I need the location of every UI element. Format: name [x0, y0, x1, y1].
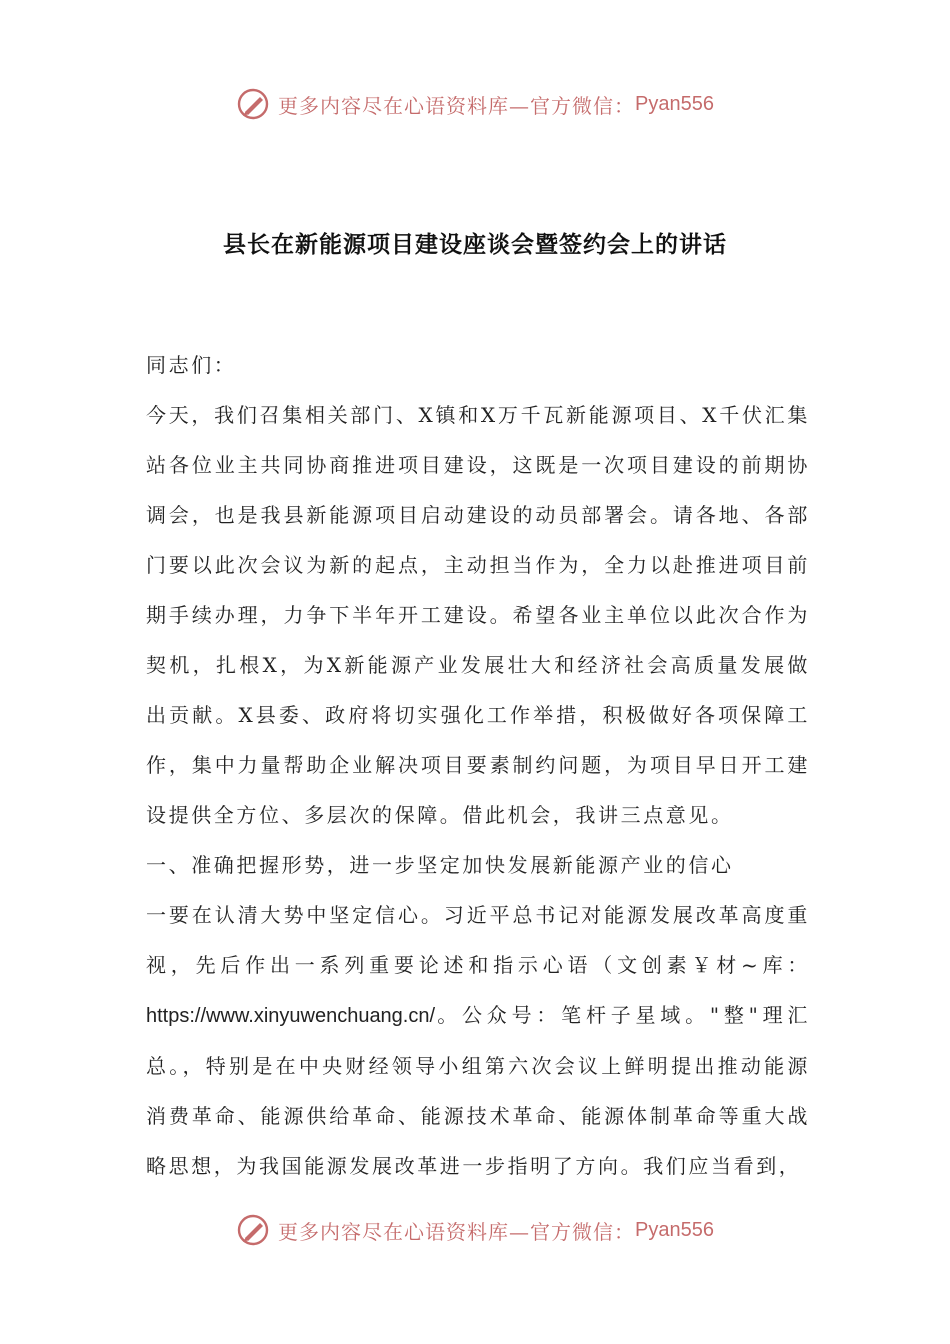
section-heading-1: 一、准确把握形势，进一步坚定加快发展新能源产业的信心 — [146, 853, 734, 877]
paragraph-2 — [146, 890, 810, 1191]
watermark-wechat-id: Pyan556 — [635, 92, 714, 115]
paragraph-2-text-b: 。公众号：笔杆子星域。"整"理汇总。，特别是在中央财经领导小组第六次会议上鲜明提出推动能源消费革命、能源供给革命、能源技术革命、能源体制革命等重大战略思想，为我国能源发展改革进一步指明了方向。我们应当看到， — [146, 1003, 810, 1178]
watermark-wechat-id: Pyan556 — [635, 1218, 714, 1241]
pen-logo-icon — [236, 87, 270, 121]
document-body — [146, 340, 810, 1191]
footer-watermark — [0, 1210, 950, 1250]
paragraph-2-text-a: 一要在认清大势中坚定信心。习近平总书记对能源发展改革高度重视，先后作出一系列重要论述和指示心语（文创素￥材~库： — [146, 903, 810, 977]
pen-logo-icon — [236, 1213, 270, 1247]
watermark-text: 更多内容尽在心语资料库—官方微信： — [278, 93, 636, 118]
salutation: 同志们： — [146, 353, 237, 377]
document-title: 县长在新能源项目建设座谈会暨签约会上的讲话 — [223, 232, 727, 258]
header-watermark — [0, 84, 950, 124]
paragraph-1: 今天，我们召集相关部门、X镇和X万千瓦新能源项目、X千伏汇集站各位业主共同协商推进项目建设，这既是一次项目建设的前期协调会，也是我县新能源项目启动建设的动员部署会。请各地、各部门要以此次会议为新的起点，主动担当作为，全力以赴推进项目前期手续办理，力争下半年开工建设。希望各业主单位以此次合作为契机，扎根X，为X新能源产业发展壮大和经济社会高质量发展做出贡献。X县委、政府将切实强化工作举措，积极做好各项保障工作，集中力量帮助企业解决项目要素制约问题，为项目早日开工建设提供全方位、多层次的保障。借此机会，我讲三点意见。 — [146, 403, 810, 827]
website-link: https://www.xinyuwenchuang.cn/ — [146, 1005, 436, 1027]
watermark-text: 更多内容尽在心语资料库—官方微信： — [278, 1219, 636, 1244]
